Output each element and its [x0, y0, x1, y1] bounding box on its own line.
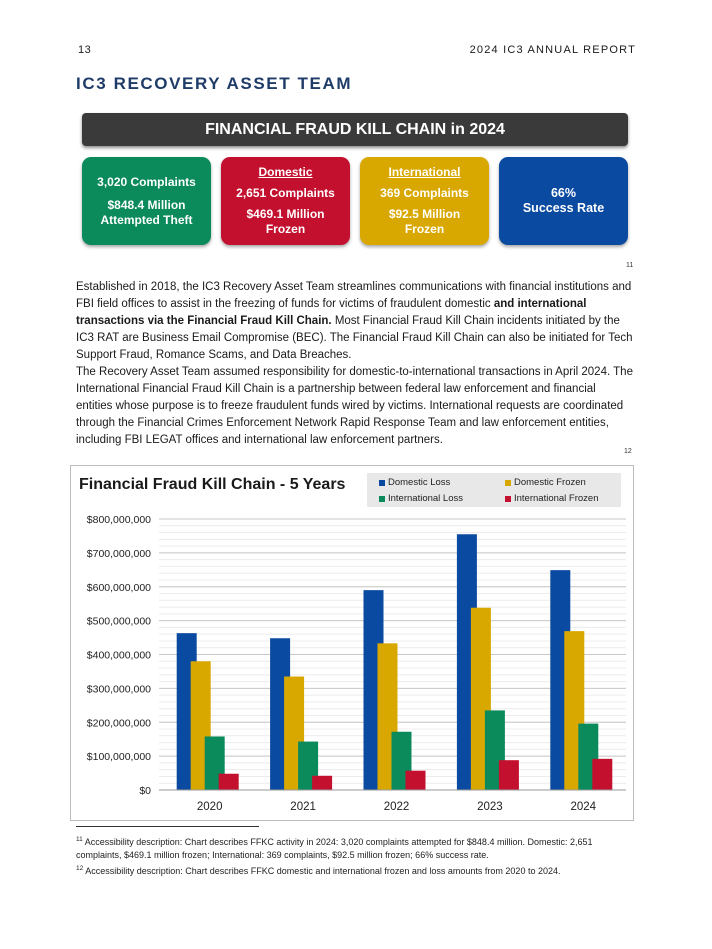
y-tick-label: $700,000,000 [86, 547, 151, 560]
body-text [76, 279, 634, 449]
body-p1-bold: and international transactions via the Financial Fraud Kill Chain. [76, 298, 587, 327]
card-total-amount: $848.4 Million [107, 197, 186, 212]
x-tick-label: 2021 [290, 801, 316, 813]
report-title: 2024 IC3 ANNUAL REPORT [469, 44, 636, 56]
footnote-11 [76, 833, 636, 862]
chart-svg [71, 466, 633, 820]
x-tick-label: 2020 [196, 801, 223, 813]
x-tick-label: 2023 [477, 801, 503, 813]
footnote-11-number: 11 [76, 836, 83, 843]
footnote-ref-12: 12 [624, 448, 632, 455]
y-tick-label: $800,000,000 [86, 514, 151, 526]
card-domestic-complaints: 2,651 Complaints [236, 186, 335, 200]
bar-international-frozen-2020 [219, 774, 239, 790]
card-success-label: Success Rate [522, 201, 605, 215]
bar-international-frozen-2023 [499, 760, 519, 790]
y-tick-label: $300,000,000 [86, 683, 151, 696]
y-tick-label: $100,000,000 [86, 751, 151, 764]
section-title: IC3 RECOVERY ASSET TEAM [76, 74, 353, 93]
chart-container [70, 465, 634, 821]
chart-title: Financial Fraud Kill Chain - 5 Years [79, 476, 346, 493]
chart-legend [367, 473, 621, 507]
legend-item-domestic-frozen [505, 477, 586, 488]
bar-international-frozen-2024 [592, 759, 612, 790]
legend-item-domestic-loss [379, 477, 450, 488]
legend-swatch-international-frozen [505, 496, 511, 502]
legend-item-international-frozen [505, 493, 599, 504]
body-p1-start: Established in 2018, the IC3 Recovery Asset Team streamlines communications with financial institutions and FBI field offices to assist in the freezing of funds for victims of fraudulent domestic [76, 281, 632, 310]
bar-international-frozen-2021 [312, 776, 332, 790]
footnotes [76, 833, 636, 878]
legend-item-international-loss [379, 493, 463, 504]
footnote-rule [76, 826, 259, 827]
x-tick-label: 2022 [383, 801, 410, 813]
body-p1-end: Most Financial Fraud Kill Chain incidents initiated by the IC3 RAT are Business Email Compromise (BEC). The Financial Fraud Kill Chain can also be initiated for Tech Support Fraud, Romance Scams, and Data Breaches. [76, 315, 633, 361]
y-tick-label: $600,000,000 [86, 581, 151, 594]
y-tick-label: $200,000,000 [86, 717, 151, 730]
y-tick-label: $400,000,000 [86, 649, 151, 662]
card-total-complaints-count: 3,020 Complaints [97, 174, 196, 189]
footnote-12-number: 12 [76, 865, 84, 872]
legend-label-domestic-loss: Domestic Loss [388, 477, 451, 488]
card-domestic-label: Frozen [265, 222, 306, 236]
card-international-complaints: 369 Complaints [380, 186, 469, 200]
legend-swatch-domestic-loss [379, 480, 385, 486]
y-tick-label: $0 [139, 785, 151, 797]
card-total-complaints [82, 157, 211, 245]
bar-international-frozen-2022 [406, 771, 426, 790]
y-tick-label: $500,000,000 [86, 615, 151, 628]
card-international-label: Frozen [404, 222, 445, 236]
footnote-12 [76, 862, 636, 878]
footnote-ref-11: 11 [626, 262, 634, 269]
card-success-percent: 66% [550, 186, 577, 200]
body-paragraph-2: The Recovery Asset Team assumed responsibility for domestic-to-international transactions in April 2024. The International Financial Fraud Kill Chain is a partnership between federal law enforcement and financial entities whose purpose is to freeze fraudulent funds wired by victims. International requests are coordinated through the Financial Crimes Enforcement Network Rapid Response Team and law enforcement entities, including FBI LEGAT offices and international law enforcement partners. [76, 366, 633, 446]
card-international-heading: International [388, 165, 461, 179]
card-international [360, 157, 489, 245]
footnote-11-text: Accessibility description: Chart describes FFKC activity in 2024: 3,020 complaints attempted for $848.4 million. Domestic: 2,651 complaints, $469.1 million frozen; International: 369 complaints, $92.5 million frozen; 66% success rate. [76, 837, 593, 860]
page-number: 13 [78, 44, 92, 56]
card-domestic-heading: Domestic [258, 165, 313, 179]
body-paragraph-1 [76, 279, 634, 364]
kill-chain-banner: FINANCIAL FRAUD KILL CHAIN in 2024 [82, 113, 628, 146]
legend-label-international-frozen: International Frozen [514, 493, 599, 504]
card-domestic [221, 157, 350, 245]
legend-label-international-loss: International Loss [388, 493, 463, 504]
card-international-amount: $92.5 Million [388, 207, 461, 221]
legend-swatch-domestic-frozen [505, 480, 511, 486]
card-domestic-amount: $469.1 Million [246, 207, 325, 221]
card-total-label: Attempted Theft [100, 212, 193, 227]
legend-swatch-international-loss [379, 496, 385, 502]
legend-label-domestic-frozen: Domestic Frozen [514, 477, 586, 488]
card-success-rate [499, 157, 628, 245]
footnote-12-text: Accessibility description: Chart describes FFKC domestic and international frozen and loss amounts from 2020 to 2024. [83, 866, 561, 876]
x-tick-label: 2024 [570, 801, 597, 813]
